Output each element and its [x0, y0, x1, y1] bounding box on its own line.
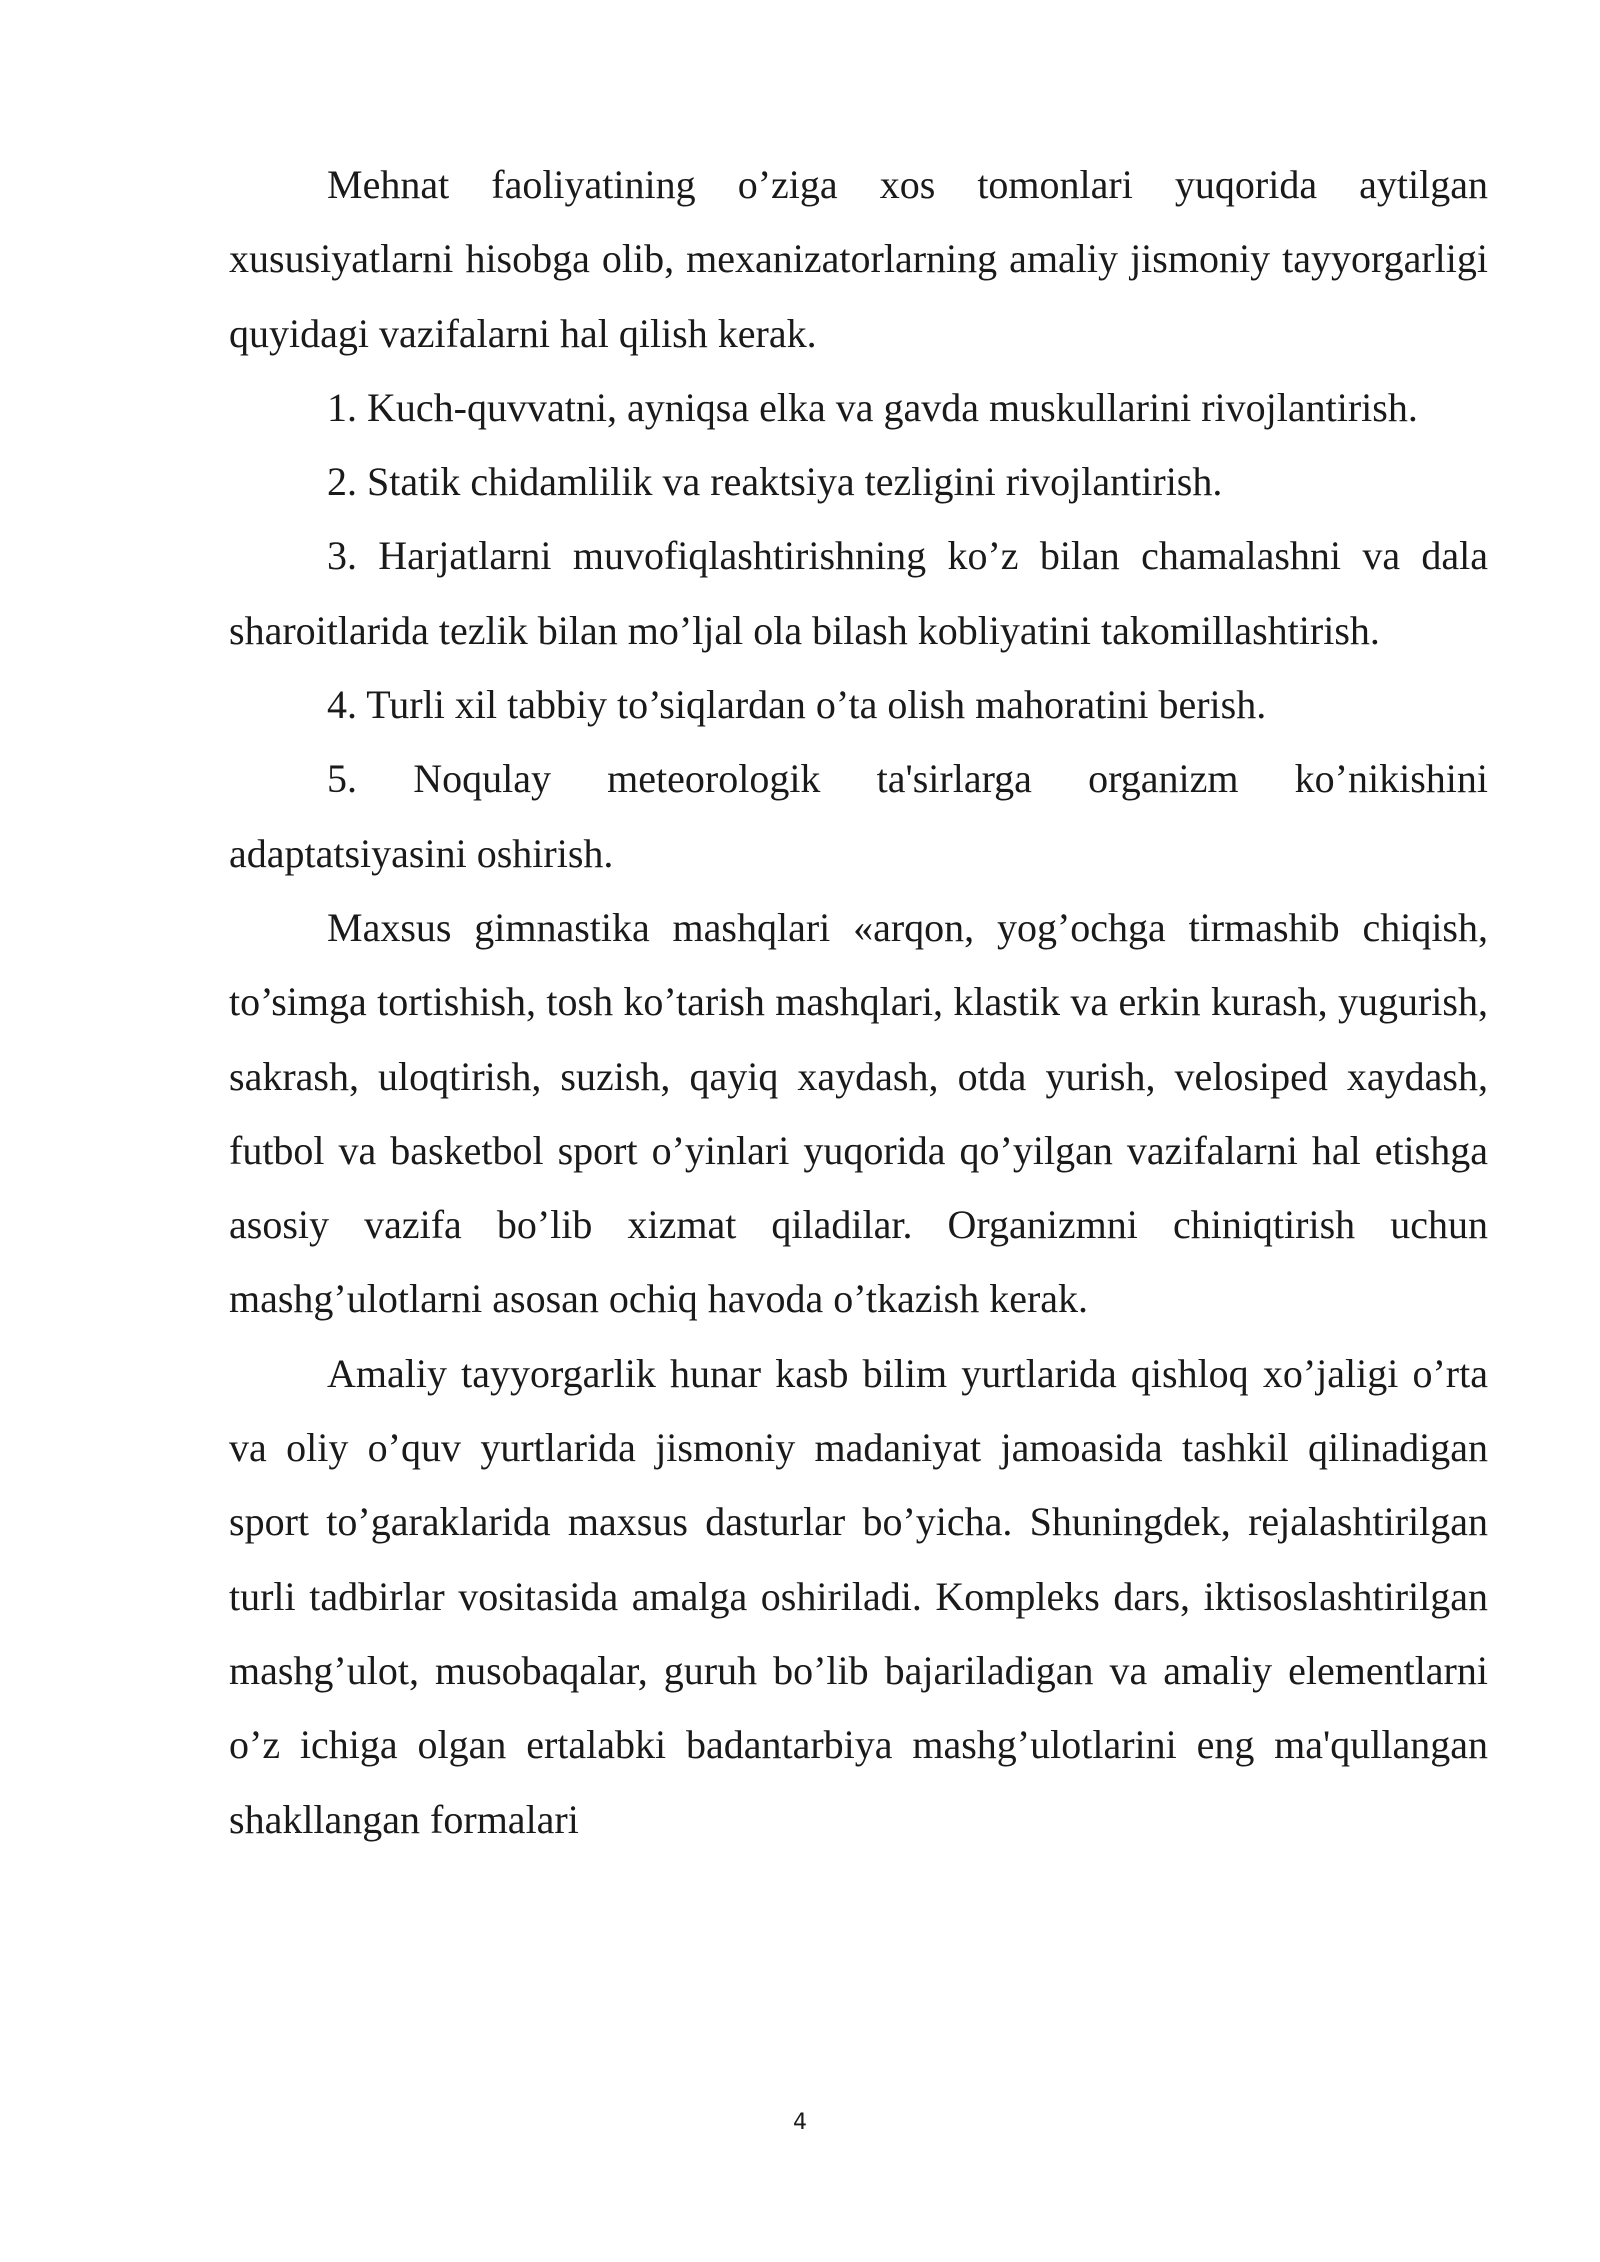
list-item-1: 1. Kuch-quvvatni, ayniqsa elka va gavda muskullarini rivojlantirish. — [327, 384, 1418, 430]
list-item-3: 3. Harjatlarni muvofiqlashtirishning ko’z bilan chamalashni va dala sharoitlarida tezlik bilan mo’ljal ola bilash kobliyatini takomillashtirish. — [229, 533, 1488, 653]
paragraph-exercises: Maxsus gimnastika mashqlari «arqon, yog’ochga tirmashib chiqish, to’simga tortishish, tosh ko’tarish mashqlari, klastik va erkin kurash, yugurish, sakrash, uloqtirish, suzish, qayiq xaydash, otda yurish, velosiped xaydash, futbol va basketbol sport o’yinlari yuqorida qo’yilgan vazifalarni hal etishga asosiy vazifa bo’lib xizmat qiladilar. Organizmni chiniqtirish uchun mashg’ulotlarni asosan ochiq havoda o’tkazish kerak. — [229, 904, 1488, 1322]
page-number: 4 — [793, 2110, 807, 2135]
list-item-4: 4. Turli xil tabbiy to’siqlardan o’ta olish mahoratini berish. — [327, 682, 1267, 728]
body-text — [229, 148, 1488, 1857]
paragraph-intro: Mehnat faoliyatining o’ziga xos tomonlari yuqorida aytilgan xususiyatlarni hisobga olib, mexanizatorlarning amaliy jismoniy tayyorgarligi quyidagi vazifalarni hal qilish kerak. — [229, 162, 1488, 356]
list-item-5: 5. Noqulay meteorologik ta'sirlarga organizm ko’nikishini adaptatsiyasini oshirish. — [229, 756, 1488, 876]
list-item-2: 2. Statik chidamlilik va reaktsiya tezligini rivojlantirish. — [327, 459, 1223, 505]
paragraph-training: Amaliy tayyorgarlik hunar kasb bilim yurtlarida qishloq xo’jaligi o’rta va oliy o’quv yurtlarida jismoniy madaniyat jamoasida tashkil qilinadigan sport to’garaklarida maxsus dasturlar bo’yicha. Shuningdek, rejalashtirilgan turli tadbirlar vositasida amalga oshiriladi. Kompleks dars, iktisoslashtirilgan mashg’ulot, musobaqalar, guruh bo’lib bajariladigan va amaliy elementlarni o’z ichiga olgan ertalabki badantarbiya mashg’ulotlarini eng ma'qullangan shakllangan formalari — [229, 1350, 1488, 1842]
